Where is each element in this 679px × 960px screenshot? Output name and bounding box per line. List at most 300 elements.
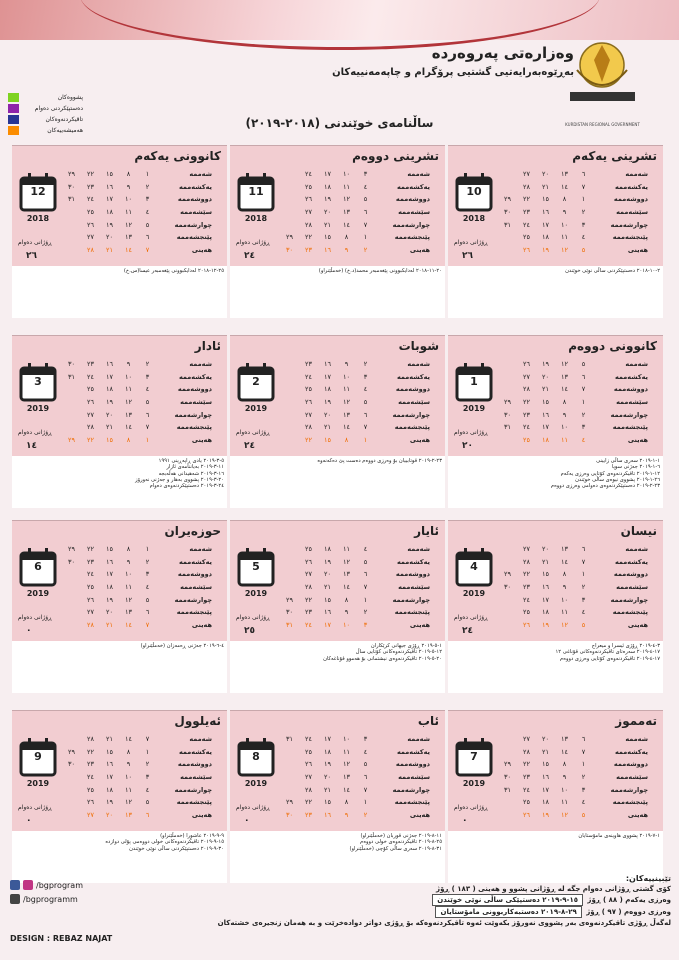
date-cell: ٢٦ — [523, 620, 530, 629]
day-name: چوارشەممە — [392, 595, 430, 604]
date-cell — [498, 358, 517, 371]
date-cell: ١٠ — [561, 595, 568, 604]
month-card — [12, 520, 227, 692]
day-row — [280, 434, 433, 447]
day-name: هەینی — [409, 245, 430, 254]
day-name: هەینی — [191, 620, 212, 629]
day-name: شەممە — [407, 735, 430, 744]
event-item: ٢٦-١-٢٠١٩ پشووی نیوەی ساڵی خوێندن — [575, 476, 660, 483]
day-name: پێنجشەممە — [612, 233, 648, 242]
month-year: 2019 — [462, 589, 486, 598]
date-cell: ٢٤ — [305, 170, 312, 179]
date-cell: ٧ — [581, 182, 586, 191]
month-table — [498, 543, 651, 631]
date-cell: ١١ — [561, 233, 568, 242]
date-cell: ٣ — [581, 595, 586, 604]
day-row — [62, 606, 215, 619]
month-year: 2019 — [244, 404, 268, 413]
day-row — [62, 758, 215, 771]
date-cell — [280, 783, 299, 796]
date-cell: ٢٧ — [305, 773, 312, 782]
date-cell: ١٣ — [561, 545, 568, 554]
day-row — [280, 619, 433, 632]
day-name: پێنجشەممە — [394, 608, 430, 617]
date-cell — [62, 568, 81, 581]
date-cell: ٣١ — [68, 372, 75, 381]
day-name: پێنجشەممە — [176, 423, 212, 432]
month-card — [448, 520, 663, 692]
date-cell: ٣١ — [286, 735, 293, 744]
month-name: تشرینی یەکەم — [572, 149, 657, 163]
date-cell: ٤ — [145, 583, 150, 592]
month-number: 4 — [470, 560, 478, 573]
month-year: 2019 — [26, 589, 50, 598]
day-row — [280, 746, 433, 759]
month-year: 2019 — [26, 404, 50, 413]
date-cell: ٨ — [562, 760, 567, 769]
date-cell: ١٢ — [561, 810, 568, 819]
day-row — [498, 733, 651, 746]
legend-swatch — [8, 104, 19, 113]
date-cell: ٩ — [562, 583, 567, 592]
day-row — [498, 809, 651, 822]
date-cell — [62, 783, 81, 796]
date-cell: ٢٨ — [87, 423, 94, 432]
date-cell: ٢٥ — [305, 385, 312, 394]
day-row — [62, 421, 215, 434]
date-cell: ٧ — [145, 245, 150, 254]
notes-line: لەگەڵ ڕۆژی تاقیکردنەوەی بەر پشووی نەورۆز بکەوێت ئەوە تاقیکردنەوەکە بۆ ڕۆژی دواتر دوادەخرێت و بە هەمان زنجیرەی خشتەکان — [217, 919, 671, 927]
month-card — [230, 335, 445, 507]
date-cell: ٢١ — [542, 557, 549, 566]
work-days-label: ڕۆژانی دەوام — [454, 804, 488, 811]
day-name: هەینی — [627, 435, 648, 444]
date-cell: ١٧ — [324, 735, 331, 744]
day-name: دووشەممە — [613, 385, 648, 394]
date-cell: ١٣ — [343, 570, 350, 579]
date-cell: ٤ — [581, 435, 586, 444]
date-cell: ١١ — [343, 747, 350, 756]
date-cell — [280, 543, 299, 556]
day-row — [280, 396, 433, 409]
social-row[interactable] — [10, 878, 140, 892]
date-cell: ٢٧ — [523, 545, 530, 554]
date-cell: ٢٩ — [504, 760, 511, 769]
month-number: 11 — [248, 185, 264, 198]
date-cell: ١٩ — [542, 810, 549, 819]
day-name: دووشەممە — [177, 195, 212, 204]
date-cell — [62, 796, 81, 809]
month-table — [280, 358, 433, 446]
day-row — [498, 619, 651, 632]
month-year: 2018 — [462, 214, 486, 223]
day-name: دووشەممە — [613, 195, 648, 204]
date-cell: ١٩ — [324, 557, 331, 566]
day-name: پێنجشەممە — [394, 233, 430, 242]
calendar-icon — [237, 172, 275, 212]
month-card — [12, 335, 227, 507]
date-cell: ١٦ — [542, 773, 549, 782]
date-cell: ٢٢ — [305, 435, 312, 444]
date-cell: ١١ — [561, 608, 568, 617]
date-cell: ١٣ — [561, 735, 568, 744]
day-name: سێشەممە — [616, 398, 648, 407]
day-row — [62, 434, 215, 447]
date-cell: ٤ — [145, 385, 150, 394]
notes-line: کۆی گشتی ڕۆژانی دەوام جگە لە ڕۆژانی پشوو و هەینی ( ١٨٣ ) ڕۆژ — [436, 885, 671, 893]
day-name: شەممە — [189, 170, 212, 179]
month-table — [280, 168, 433, 256]
day-name: دووشەممە — [177, 760, 212, 769]
date-cell: ٢١ — [106, 423, 113, 432]
day-row — [62, 568, 215, 581]
event-item: ١٦-٣-٢٠١٩ شەهیدانی هەڵەبجە — [158, 470, 224, 477]
date-cell: ٢٧ — [305, 570, 312, 579]
day-row — [280, 809, 433, 822]
day-name: شەممە — [407, 360, 430, 369]
date-cell: ٢٢ — [87, 170, 94, 179]
month-card — [230, 145, 445, 317]
calendar-icon — [237, 547, 275, 587]
day-name: یەکشەممە — [178, 182, 212, 191]
day-name: چوارشەممە — [174, 220, 212, 229]
day-name: پێنجشەممە — [612, 423, 648, 432]
month-number: 7 — [470, 750, 478, 763]
facebook-handle[interactable]: /bgprogram — [36, 880, 83, 890]
day-name: هەینی — [191, 435, 212, 444]
month-card — [230, 710, 445, 882]
event-item: ٣٠-٩-٢٠١٩ دەستپێکردنی ساڵی نوێی خوێندن — [129, 845, 224, 852]
date-cell: ٢٩ — [504, 570, 511, 579]
day-row — [62, 796, 215, 809]
date-cell: ١١ — [561, 798, 568, 807]
event-item: ١-١-٢٠١٩ سەری ساڵی زایینی — [596, 458, 660, 464]
date-cell: ١٧ — [542, 785, 549, 794]
date-cell: ١٨ — [106, 208, 113, 217]
date-cell: ٢ — [363, 810, 368, 819]
date-cell: ١٠ — [125, 372, 132, 381]
date-cell — [62, 733, 81, 746]
date-cell: ٦ — [145, 233, 150, 242]
date-cell — [62, 218, 81, 231]
date-cell: ٢٢ — [87, 545, 94, 554]
day-row — [498, 193, 651, 206]
date-cell: ٢ — [581, 773, 586, 782]
date-cell: ٢٠ — [106, 608, 113, 617]
day-row — [280, 543, 433, 556]
date-cell — [62, 206, 81, 219]
calendar-icon — [19, 547, 57, 587]
events-box — [448, 266, 663, 318]
date-cell: ١٩ — [542, 620, 549, 629]
event-item: ٢٠-٣-٢٠١٩ پشووی بەهار و جەژنی نەورۆز — [135, 476, 224, 483]
page-title: ساڵنامەی خوێندنی (٢٠١٨-٢٠١٩) — [245, 116, 434, 130]
date-cell: ٢٥ — [87, 785, 94, 794]
event-item: ٣-٤-٢٠١٩ ڕۆژی ئیسرا و میعراج — [591, 643, 660, 649]
day-row — [280, 556, 433, 569]
date-cell: ١٠ — [343, 170, 350, 179]
event-item: ١٢-٥-٢٠١٩ تاقیکردنەوەکانی کۆتایی ساڵ — [355, 649, 442, 656]
day-name: شەممە — [407, 170, 430, 179]
date-cell: ٢٦ — [305, 557, 312, 566]
day-name: دووشەممە — [613, 760, 648, 769]
day-row — [498, 581, 651, 594]
date-cell: ٢٦ — [305, 195, 312, 204]
date-cell: ٢١ — [542, 747, 549, 756]
calendar-icon — [455, 547, 493, 587]
day-row — [62, 408, 215, 421]
legend-swatch — [8, 126, 19, 135]
date-cell: ٢٣ — [305, 608, 312, 617]
date-cell: ١٠ — [561, 220, 568, 229]
date-cell: ١٧ — [324, 620, 331, 629]
date-cell: ١ — [581, 195, 586, 204]
day-row — [62, 193, 215, 206]
work-days-label: ڕۆژانی دەوام — [454, 429, 488, 436]
date-cell: ٢٢ — [305, 595, 312, 604]
legend-swatch — [8, 115, 19, 124]
date-cell: ٣٠ — [286, 810, 293, 819]
day-name: سێشەممە — [180, 773, 212, 782]
instagram-handle[interactable]: /bgprogramm — [23, 894, 78, 904]
date-cell — [62, 421, 81, 434]
date-cell: ١٨ — [542, 233, 549, 242]
date-cell: ٣٠ — [504, 410, 511, 419]
date-cell: ١٤ — [561, 557, 568, 566]
date-cell — [280, 771, 299, 784]
date-cell: ٢٠ — [542, 735, 549, 744]
date-cell: ٣١ — [504, 785, 511, 794]
date-cell: ٣١ — [504, 423, 511, 432]
date-cell: ٧ — [363, 220, 368, 229]
day-name: پێنجشەممە — [176, 608, 212, 617]
date-cell: ١٦ — [106, 360, 113, 369]
instagram-icon — [23, 880, 33, 890]
date-cell: ٣٠ — [504, 773, 511, 782]
day-row — [498, 383, 651, 396]
date-cell: ١٤ — [125, 735, 132, 744]
day-name: شەممە — [189, 545, 212, 554]
date-cell: ٢٥ — [523, 798, 530, 807]
day-row — [62, 244, 215, 257]
day-row — [62, 231, 215, 244]
day-row — [498, 771, 651, 784]
date-cell: ١٠ — [343, 735, 350, 744]
date-cell: ١٧ — [542, 595, 549, 604]
legend-label: هەمیشەییەکان — [47, 127, 83, 134]
day-name: شەممە — [189, 735, 212, 744]
day-name: یەکشەممە — [614, 557, 648, 566]
date-cell: ٣ — [363, 620, 368, 629]
date-cell: ٢٨ — [305, 785, 312, 794]
event-item: ٢-١٠-٢٠١٨ دەستپێکردنی ساڵی نوێی خوێندن — [565, 268, 660, 274]
day-row — [498, 543, 651, 556]
day-row — [280, 733, 433, 746]
work-days-label: ڕۆژانی دەوام — [18, 804, 52, 811]
day-row — [280, 218, 433, 231]
day-row — [280, 244, 433, 257]
date-cell: ١٦ — [324, 810, 331, 819]
department-name: بەڕێوەبەرایەتیی گشتیی پرۆگرام و چاپەمەنییەکان — [332, 67, 574, 78]
day-name: سێشەممە — [398, 773, 430, 782]
date-cell: ٢٠ — [106, 410, 113, 419]
day-row — [62, 206, 215, 219]
date-cell: ٣٠ — [68, 182, 75, 191]
day-row — [498, 408, 651, 421]
date-cell: ٢٤ — [87, 372, 94, 381]
date-cell: ٢٥ — [305, 545, 312, 554]
date-cell: ٢٣ — [305, 360, 312, 369]
event-item: ٢٠-١١-٢٠١٨ لەدایکبوونی پێغەمبەر محمد(د.خ) (خەمڵێنراو) — [318, 268, 442, 274]
date-cell: ٨ — [126, 170, 131, 179]
date-cell: ٢٧ — [305, 410, 312, 419]
date-cell: ٢٠ — [542, 170, 549, 179]
day-row — [498, 231, 651, 244]
day-name: سێشەممە — [398, 398, 430, 407]
notes-term1: وەرزی یەکەم ( ٨٨ ) ڕۆژ — [587, 896, 671, 904]
month-card — [12, 145, 227, 317]
date-cell: ٩ — [344, 608, 349, 617]
day-name: هەینی — [627, 620, 648, 629]
day-row — [498, 168, 651, 181]
date-cell: ٥ — [145, 398, 150, 407]
day-name: چوارشەممە — [610, 785, 648, 794]
date-cell: ٢٨ — [305, 583, 312, 592]
date-cell: ١٧ — [324, 372, 331, 381]
date-cell: ٧ — [581, 747, 586, 756]
day-name: یەکشەممە — [614, 747, 648, 756]
day-name: دووشەممە — [177, 385, 212, 394]
event-item: ٩-٩-٢٠١٩ عاشورا (خەمڵێنراو) — [160, 833, 224, 839]
date-cell: ٢ — [145, 182, 150, 191]
date-cell: ٢٥ — [305, 747, 312, 756]
date-cell: ٢٢ — [523, 570, 530, 579]
date-cell: ٣ — [581, 220, 586, 229]
date-cell: ٣٠ — [286, 245, 293, 254]
date-cell: ١٣ — [561, 170, 568, 179]
date-cell: ٢ — [363, 360, 368, 369]
date-cell: ١١ — [125, 785, 132, 794]
day-row — [498, 206, 651, 219]
month-year: 2019 — [462, 404, 486, 413]
date-cell: ١٣ — [343, 208, 350, 217]
day-row — [498, 371, 651, 384]
ministry-name: وەزارەتی پەروەردە — [431, 44, 574, 62]
events-box — [448, 456, 663, 508]
event-item: ٢٣-٢-٢٠١٩ قوتابییان بۆ وەرزی دووەم دەست پێ دەکەنەوە — [317, 458, 442, 464]
date-cell: ٢٤ — [523, 595, 530, 604]
date-cell: ٢٧ — [523, 735, 530, 744]
work-days-label: ڕۆژانی دەوام — [236, 614, 270, 621]
day-row — [62, 619, 215, 632]
date-cell: ٢ — [145, 557, 150, 566]
date-cell: ١٩ — [106, 220, 113, 229]
day-name: یەکشەممە — [396, 747, 430, 756]
day-row — [498, 556, 651, 569]
date-cell: ٢٤ — [523, 423, 530, 432]
date-cell: ١ — [145, 747, 150, 756]
work-days-count: ٢٤ — [244, 441, 255, 451]
krg-logo — [565, 30, 640, 127]
day-name: هەینی — [627, 245, 648, 254]
date-cell: ١٦ — [106, 557, 113, 566]
date-cell — [62, 606, 81, 619]
date-cell: ٢٨ — [523, 557, 530, 566]
date-cell: ٢٩ — [286, 233, 293, 242]
day-row — [280, 181, 433, 194]
date-cell: ١٠ — [343, 620, 350, 629]
date-cell: ٥ — [581, 245, 586, 254]
date-cell: ١٦ — [542, 208, 549, 217]
date-cell: ٨ — [344, 233, 349, 242]
event-item: ٢٠-٥-٢٠١٩ تاقیکردنەوەی نیشتمانی بۆ هەموو قۆناغەکان — [323, 655, 442, 662]
date-cell: ٥ — [581, 360, 586, 369]
date-cell: ٢ — [581, 583, 586, 592]
date-cell: ٢٣ — [87, 760, 94, 769]
date-cell — [498, 619, 517, 632]
date-cell: ٦ — [581, 545, 586, 554]
date-cell: ٦ — [145, 810, 150, 819]
month-year: 2019 — [244, 779, 268, 788]
date-cell — [280, 746, 299, 759]
notes-line — [218, 906, 671, 918]
day-row — [280, 796, 433, 809]
date-cell: ١ — [145, 545, 150, 554]
calendar-icon — [455, 737, 493, 777]
date-cell: ٢٦ — [87, 798, 94, 807]
calendar-icon — [237, 737, 275, 777]
work-days-count: ٢٠ — [462, 441, 473, 451]
social-links — [10, 878, 140, 906]
day-row — [498, 434, 651, 447]
date-cell: ١٣ — [125, 410, 132, 419]
month-number: 6 — [34, 560, 42, 573]
date-cell: ١٥ — [324, 435, 331, 444]
social-row[interactable] — [10, 892, 140, 906]
date-cell: ٤ — [363, 545, 368, 554]
date-cell: ٤ — [145, 208, 150, 217]
month-number: 1 — [470, 375, 478, 388]
date-cell: ٣٠ — [68, 360, 75, 369]
date-cell: ٦ — [363, 208, 368, 217]
date-cell: ٢١ — [542, 385, 549, 394]
youtube-icon — [10, 894, 20, 904]
day-name: سێشەممە — [180, 208, 212, 217]
date-cell: ٢ — [363, 608, 368, 617]
work-days-label: ڕۆژانی دەوام — [18, 239, 52, 246]
legend-item — [8, 103, 83, 114]
date-cell: ١٢ — [125, 798, 132, 807]
date-cell: ١٧ — [106, 773, 113, 782]
date-cell: ٢٦ — [523, 245, 530, 254]
date-cell: ٣ — [581, 785, 586, 794]
month-number: 12 — [30, 185, 46, 198]
date-cell: ٧ — [581, 557, 586, 566]
date-cell: ١٤ — [125, 423, 132, 432]
designer-credit: DESIGN : REBAZ NAJAT — [10, 934, 113, 943]
date-cell: ٤ — [363, 385, 368, 394]
date-cell: ١٢ — [125, 220, 132, 229]
date-cell: ٦ — [363, 773, 368, 782]
date-cell: ٢٤ — [305, 735, 312, 744]
date-cell: ١ — [363, 595, 368, 604]
month-card — [448, 710, 663, 882]
date-cell: ١١ — [125, 208, 132, 217]
day-name: شەممە — [625, 170, 648, 179]
day-name: سێشەممە — [398, 208, 430, 217]
date-cell — [62, 593, 81, 606]
date-cell: ١٩ — [542, 245, 549, 254]
